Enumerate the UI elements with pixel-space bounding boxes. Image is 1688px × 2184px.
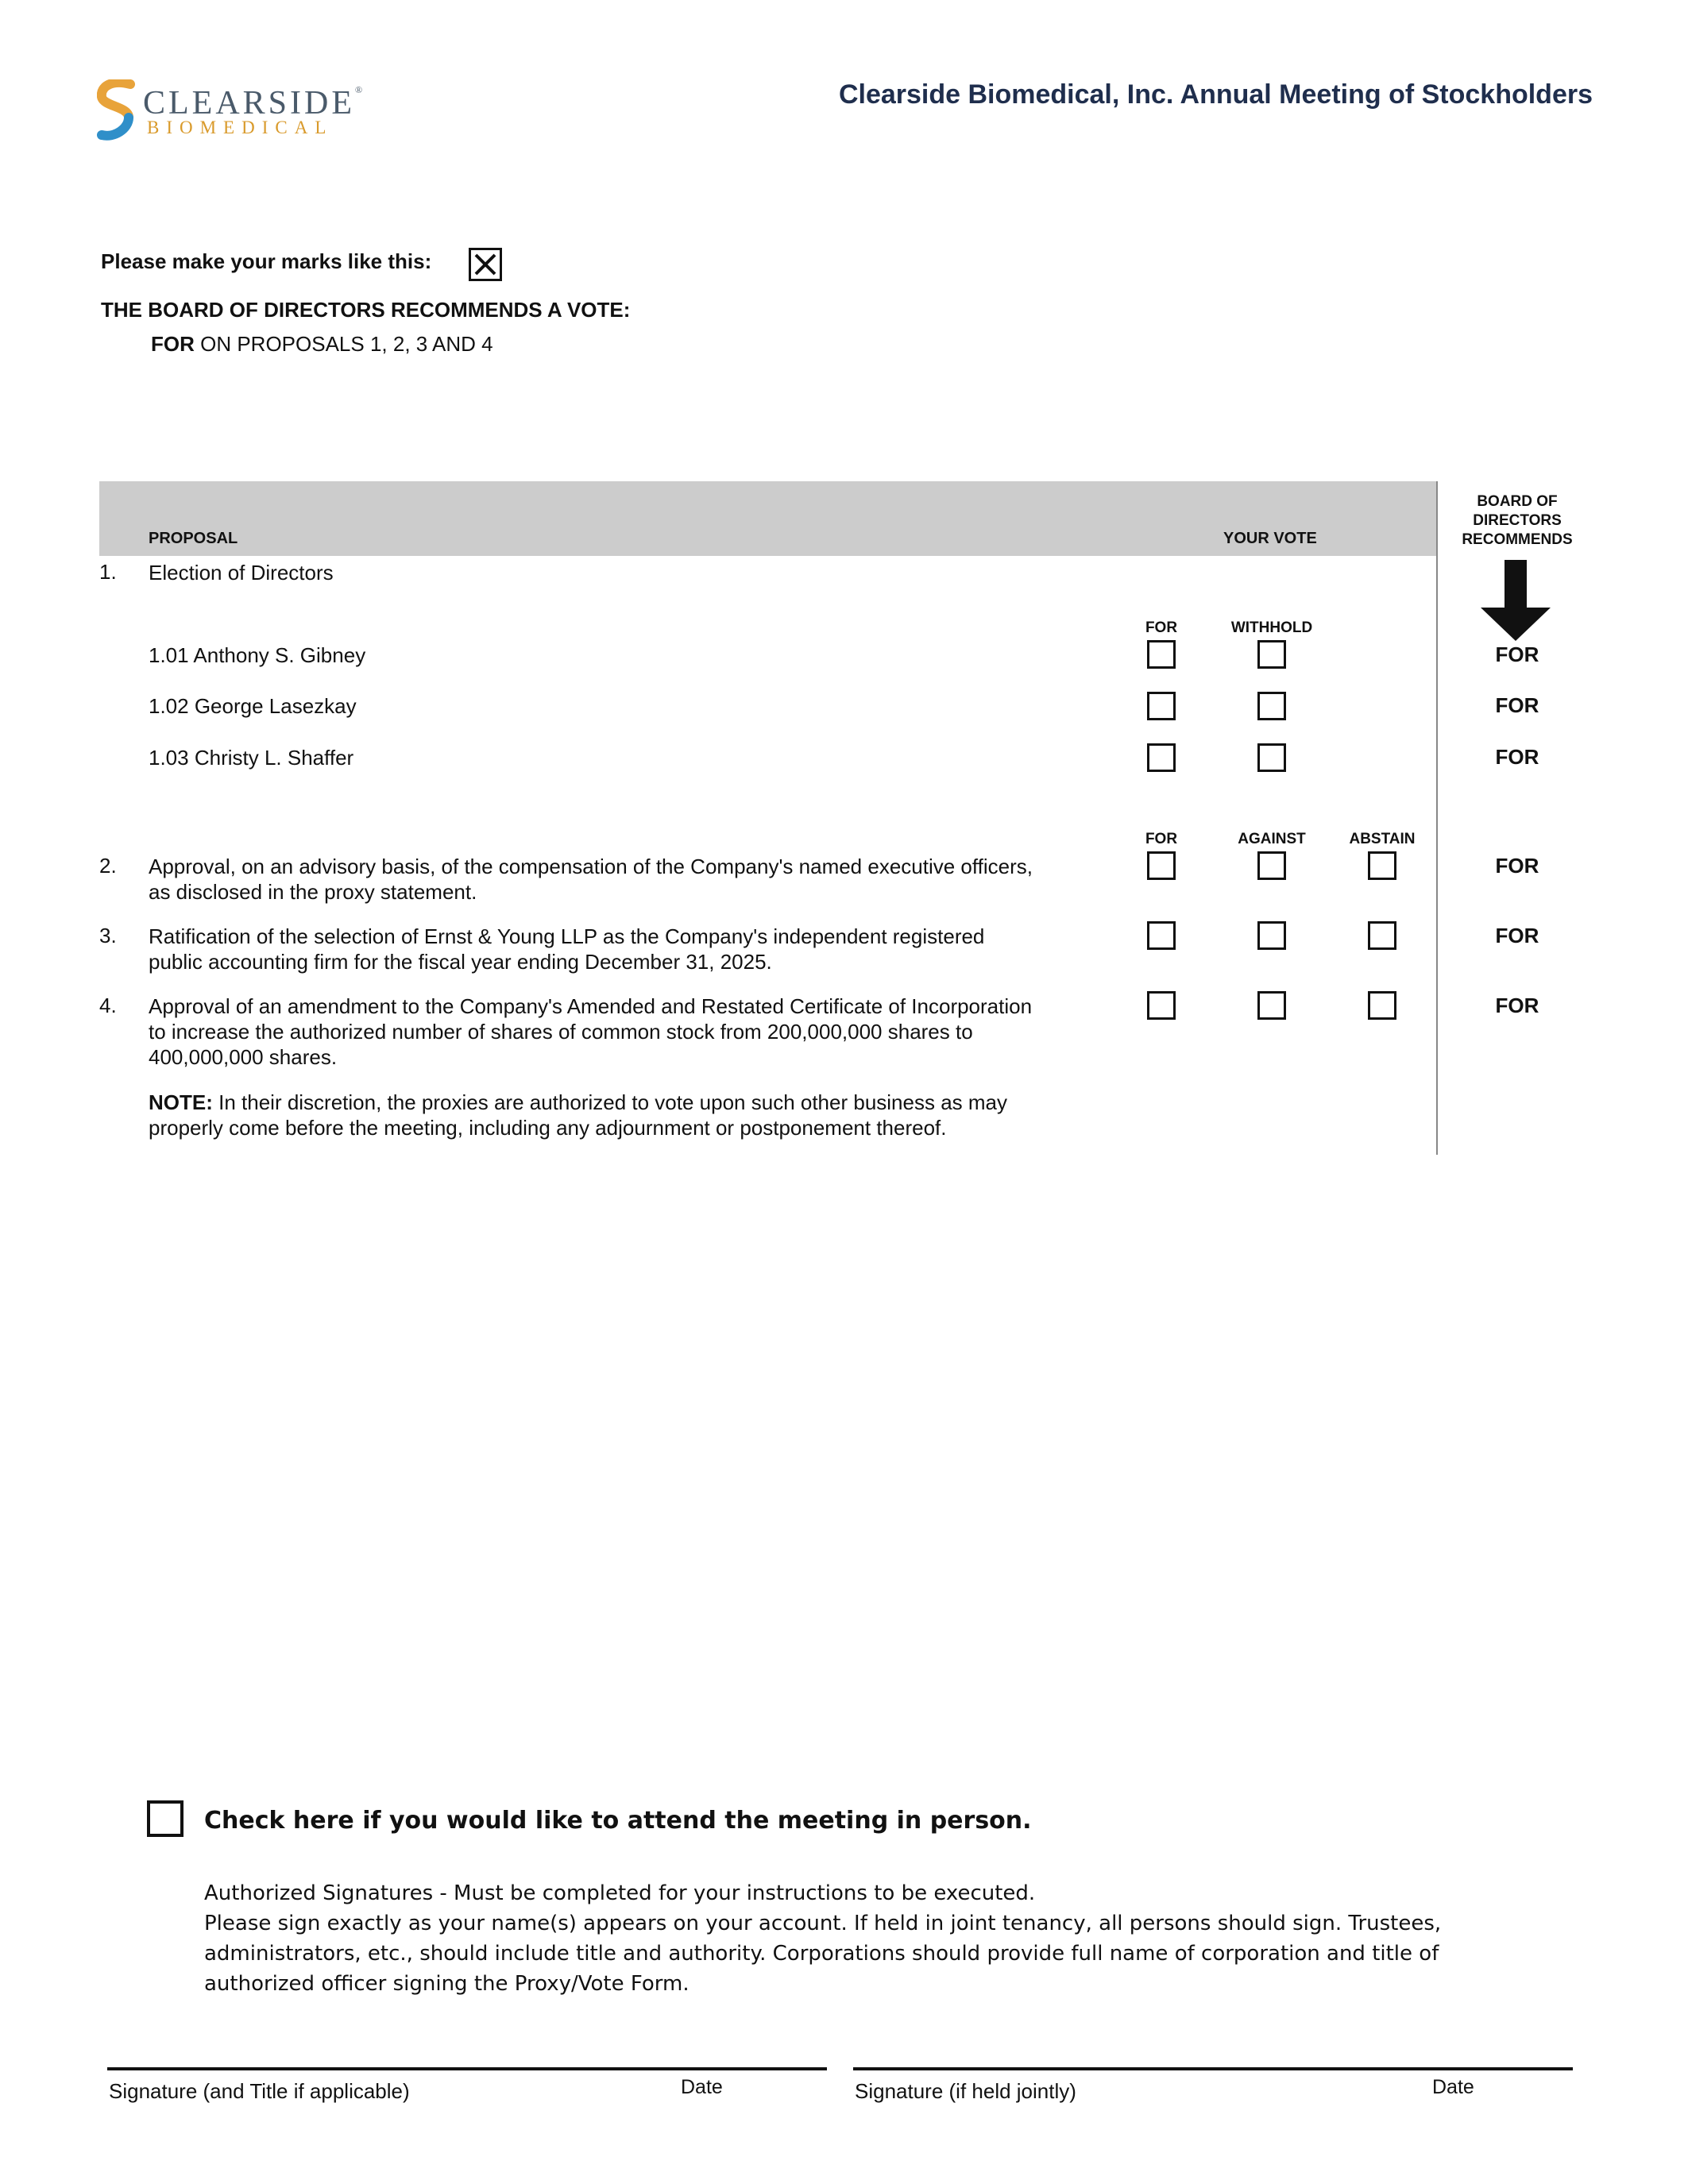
proposal-1-title: Election of Directors (149, 561, 334, 585)
proposal-4-against-checkbox[interactable] (1257, 991, 1286, 1020)
abstain-column-label: ABSTAIN (1349, 831, 1416, 847)
proposal-4-abstain-checkbox[interactable] (1368, 991, 1396, 1020)
proposal-3-recommendation: FOR (1495, 924, 1539, 947)
proposal-4-number: 4. (99, 994, 117, 1017)
nominee-2-for-checkbox[interactable] (1147, 692, 1176, 720)
page-title: Clearside Biomedical, Inc. Annual Meeting of Stockholders (838, 79, 1593, 110)
proposal-3-number: 3. (99, 924, 117, 947)
your-vote-column-header: YOUR VOTE (1223, 530, 1317, 547)
withhold-column-label: WITHHOLD (1230, 619, 1313, 636)
nominee-1-name: 1.01 Anthony S. Gibney (149, 643, 366, 667)
nominee-2-name: 1.02 George Lasezkay (149, 694, 357, 718)
nominee-3-for-checkbox[interactable] (1147, 743, 1176, 772)
attend-in-person-label: Check here if you would like to attend the meeting in person. (204, 1807, 1032, 1835)
nominee-2-withhold-checkbox[interactable] (1257, 692, 1286, 720)
date-1-label: Date (681, 2076, 723, 2098)
proposal-2-abstain-checkbox[interactable] (1368, 851, 1396, 880)
proposal-column-header: PROPOSAL (149, 530, 238, 547)
for-column-label: FOR (1145, 831, 1178, 847)
attend-in-person-checkbox[interactable] (147, 1800, 183, 1837)
signature-1-label: Signature (and Title if applicable) (109, 2079, 410, 2103)
proposal-4-for-checkbox[interactable] (1147, 991, 1176, 1020)
column-divider (1436, 481, 1438, 1155)
board-recommendation-line: FOR ON PROPOSALS 1, 2, 3 AND 4 (151, 332, 493, 356)
proposal-2-against-checkbox[interactable] (1257, 851, 1286, 880)
x-mark-icon (473, 253, 497, 276)
nominee-3-name: 1.03 Christy L. Shaffer (149, 746, 354, 770)
proposal-3-for-checkbox[interactable] (1147, 921, 1176, 950)
example-mark-box (469, 248, 502, 281)
proposal-2-for-checkbox[interactable] (1147, 851, 1176, 880)
nominee-1-recommendation: FOR (1495, 642, 1539, 666)
proposal-3-abstain-checkbox[interactable] (1368, 921, 1396, 950)
nominee-2-recommendation: FOR (1495, 693, 1539, 717)
board-recommendation-heading: THE BOARD OF DIRECTORS RECOMMENDS A VOTE: (101, 298, 631, 322)
authorized-signatures-text: Authorized Signatures - Must be completed for your instructions to be executed. Please sign exactly as your name(s) appears on your account. If held in joint tenancy, all persons should sign. Trustees, administrators, etc., should include title and authority. Corporations should provide full name of corporation and title of authorized officer signing the Proxy/Vote Form. (204, 1881, 1442, 1996)
marks-instruction: Please make your marks like this: (101, 249, 432, 273)
board-recommends-header: BOARD OF DIRECTORS RECOMMENDS (1462, 493, 1573, 548)
clearside-logo-icon (97, 79, 135, 141)
proposal-3-text: Ratification of the selection of Ernst & Young LLP as the Company's independent registered public accounting firm for the fiscal year ending December 31, 2025. (149, 924, 985, 974)
proposal-4-recommendation: FOR (1495, 994, 1539, 1017)
signature-line-1[interactable] (107, 2067, 827, 2070)
proposal-2-number: 2. (99, 854, 117, 878)
proposal-2-text: Approval, on an advisory basis, of the compensation of the Company's named executive officers, as disclosed in the proxy statement. (149, 855, 1033, 904)
proposal-3-against-checkbox[interactable] (1257, 921, 1286, 950)
nominee-1-for-checkbox[interactable] (1147, 640, 1176, 669)
proposal-2-recommendation: FOR (1495, 854, 1539, 878)
proposal-4-text: Approval of an amendment to the Company's Amended and Restated Certificate of Incorporation to increase the authorized number of shares of common stock from 200,000,000 shares to 400,000,000 shares. (149, 994, 1033, 1069)
signature-2-label: Signature (if held jointly) (855, 2079, 1076, 2103)
date-2-label: Date (1432, 2076, 1474, 2098)
proxy-note: NOTE: In their discretion, the proxies are authorized to vote upon such other business as may properly come before the meeting, including any adjournment or postponement thereof. (149, 1090, 1008, 1140)
logo-wordmark: CLEARSIDE® (143, 84, 366, 122)
down-arrow-icon (1479, 560, 1552, 641)
signature-line-2[interactable] (853, 2067, 1573, 2070)
proposal-1-number: 1. (99, 560, 117, 584)
against-column-label: AGAINST (1238, 831, 1306, 847)
logo-subtitle: BIOMEDICAL (147, 118, 334, 137)
nominee-1-withhold-checkbox[interactable] (1257, 640, 1286, 669)
nominee-3-withhold-checkbox[interactable] (1257, 743, 1286, 772)
nominee-3-recommendation: FOR (1495, 745, 1539, 769)
for-column-label: FOR (1145, 619, 1178, 636)
